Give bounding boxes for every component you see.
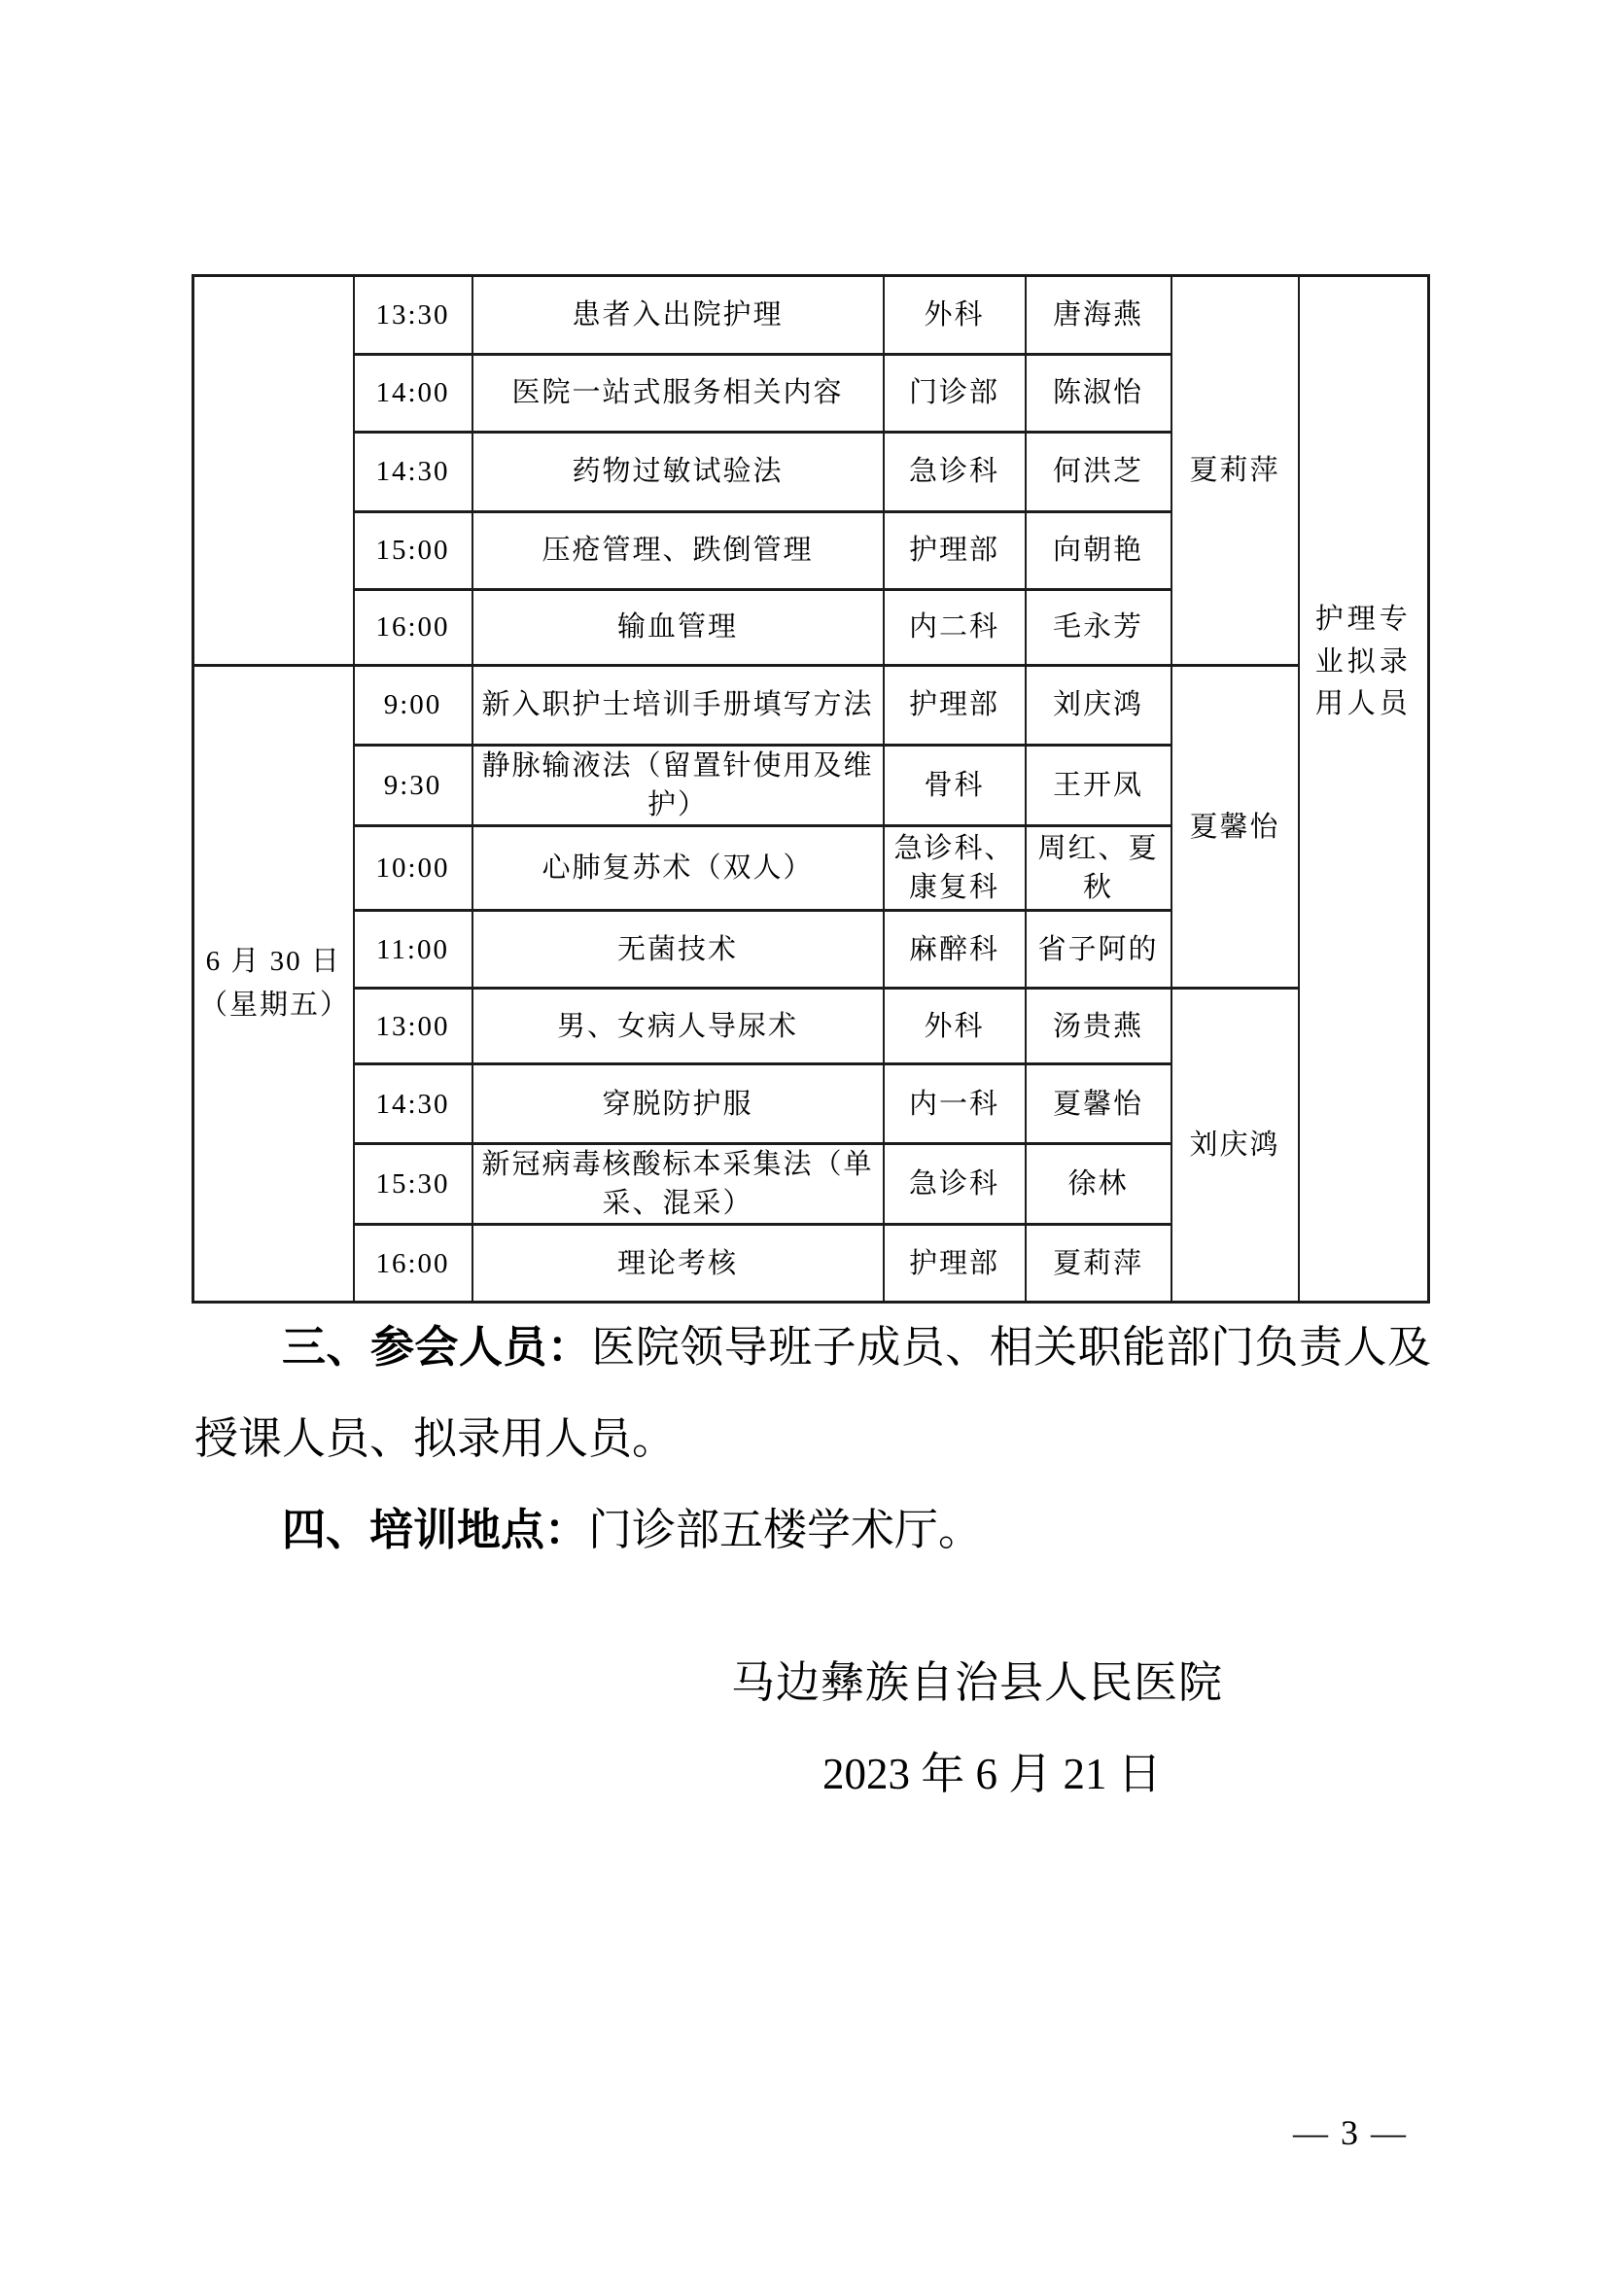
department-cell: 门诊部 [884,355,1026,433]
department-cell: 护理部 [884,1225,1026,1303]
instructor-cell: 唐海燕 [1026,276,1171,355]
department-cell: 护理部 [884,512,1026,590]
supervisor-cell: 夏莉萍 [1171,276,1299,666]
instructor-cell: 向朝艳 [1026,512,1171,590]
instructor-cell: 夏莉萍 [1026,1225,1171,1303]
department-cell: 护理部 [884,666,1026,746]
section-location [194,1484,1431,1576]
supervisor-cell: 夏馨怡 [1171,666,1299,989]
section-location-body: 门诊部五楼学术厅。 [588,1506,983,1554]
course-cell: 输血管理 [472,590,884,666]
instructor-cell: 陈淑怡 [1026,355,1171,433]
section-attendees-body: 医院领导班子成员、相关职能部门负责人及授课人员、拟录用人员。 [194,1323,1431,1463]
trainee-group-label: 护理专业拟录用人员 [1314,604,1412,720]
instructor-cell: 夏馨怡 [1026,1064,1171,1144]
instructor-cell: 省子阿的 [1026,911,1171,989]
body-sections [194,1302,1431,1576]
course-cell: 新冠病毒核酸标本采集法（单采、混采） [472,1144,884,1225]
instructor-cell: 汤贵燕 [1026,989,1171,1064]
section-attendees [194,1302,1431,1484]
course-cell: 穿脱防护服 [472,1064,884,1144]
instructor-cell: 何洪芝 [1026,433,1171,512]
course-cell: 患者入出院护理 [472,276,884,355]
schedule-table [192,274,1430,1304]
department-cell: 急诊科 [884,1144,1026,1225]
department-cell: 骨科 [884,746,1026,826]
time-cell: 9:30 [354,746,472,826]
table-row [193,666,1429,746]
department-cell: 急诊科 [884,433,1026,512]
course-cell: 男、女病人导尿术 [472,989,884,1064]
trainee-group-cell [1299,276,1429,1303]
page-number: — 3 — [1293,2113,1408,2152]
supervisor-cell: 刘庆鸿 [1171,989,1299,1303]
time-cell: 13:30 [354,276,472,355]
course-cell: 心肺复苏术（双人） [472,826,884,911]
course-cell: 药物过敏试验法 [472,433,884,512]
time-cell: 15:30 [354,1144,472,1225]
department-cell: 麻醉科 [884,911,1026,989]
date-line2: （星期五） [199,990,351,1022]
time-cell: 14:30 [354,1064,472,1144]
time-cell: 11:00 [354,911,472,989]
department-cell: 外科 [884,989,1026,1064]
instructor-cell: 刘庆鸿 [1026,666,1171,746]
instructor-cell: 徐林 [1026,1144,1171,1225]
department-cell: 外科 [884,276,1026,355]
signature-organization: 马边彝族自治县人民医院 [731,1658,1224,1707]
time-cell: 16:00 [354,590,472,666]
time-cell: 10:00 [354,826,472,911]
time-cell: 13:00 [354,989,472,1064]
section-attendees-heading: 三、参会人员： [282,1322,592,1372]
department-cell: 急诊科、康复科 [884,826,1026,911]
course-cell: 医院一站式服务相关内容 [472,355,884,433]
course-cell: 静脉输液法（留置针使用及维护） [472,746,884,826]
table-row [193,276,1429,355]
time-cell: 16:00 [354,1225,472,1303]
department-cell: 内一科 [884,1064,1026,1144]
date-cell-june30 [193,666,354,1303]
date-line1: 6 月 30 日 [205,946,341,978]
department-cell: 内二科 [884,590,1026,666]
time-cell: 14:00 [354,355,472,433]
signature-date: 2023 年 6 月 21 日 [822,1750,1162,1798]
date-cell-continued [193,276,354,666]
course-cell: 无菌技术 [472,911,884,989]
course-cell: 新入职护士培训手册填写方法 [472,666,884,746]
time-cell: 15:00 [354,512,472,590]
table-row [193,989,1429,1064]
instructor-cell: 王开凤 [1026,746,1171,826]
course-cell: 压疮管理、跌倒管理 [472,512,884,590]
instructor-cell: 周红、夏秋 [1026,826,1171,911]
course-cell: 理论考核 [472,1225,884,1303]
section-location-heading: 四、培训地点： [282,1505,589,1554]
instructor-cell: 毛永芳 [1026,590,1171,666]
time-cell: 14:30 [354,433,472,512]
time-cell: 9:00 [354,666,472,746]
